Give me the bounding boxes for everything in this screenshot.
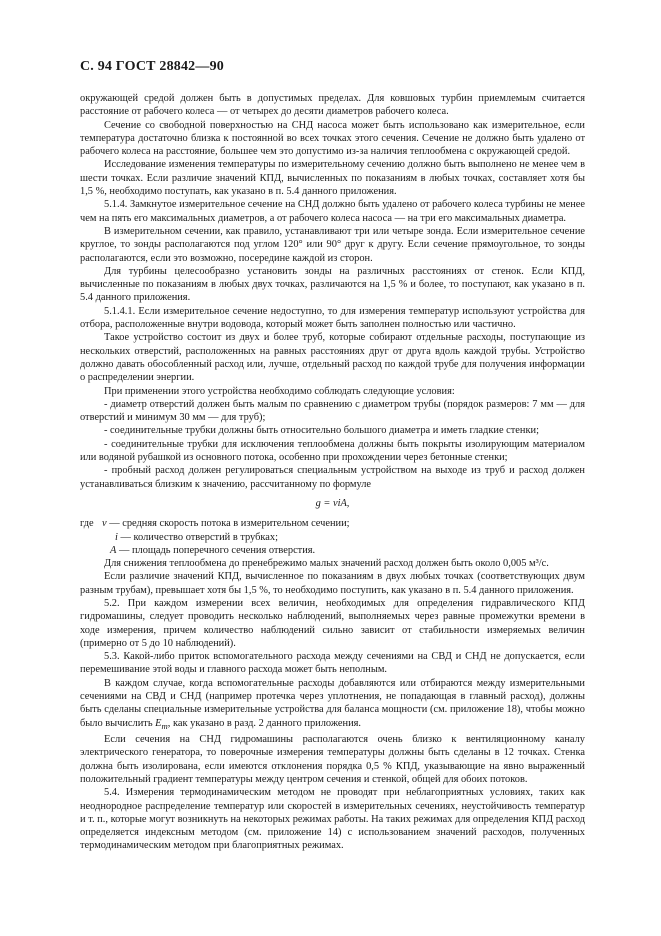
paragraph: Для турбины целесообразно установить зонды на различных расстояниях от стенок. Если КПД, вычисленные по показаниям в любых двух точках, различаются на 1,5 % и более, то поступают, как указано в п. 5.4 данного приложения.: [80, 265, 585, 304]
formula: g = viA,: [315, 497, 350, 509]
paragraph: В измерительном сечении, как правило, устанавливают три или четыре зонда. Если измерительное сечение круглое, то зонды располагаются под углом 120° или 90° друг к другу. Если сечение прямоугольное, то зонды располагаются, если это возможно, посередине каждой из сторон.: [80, 225, 585, 264]
where-text: — площадь поперечного сечения отверстия.: [118, 544, 316, 556]
paragraph: Такое устройство состоит из двух и более труб, которые собирают отдельные расходы, поступающие из нескольких отверстий, расположенных на равных расстояниях друг от друга вдоль каждой трубы. Устройство должно давать обособленный расход или, лучше, отдельный расход по каждой трубе для получения информации о распределении энергии.: [80, 332, 585, 384]
paragraph: При применении этого устройства необходимо соблюдать следующие условия:: [104, 385, 455, 397]
where-symbol: i: [115, 531, 118, 543]
paragraph: 5.3. Какой-либо приток вспомогательного расхода между сечениями на СВД и СНД не допускается, если перемешивание этой воды и главного расхода может быть неполным.: [80, 651, 585, 676]
where-line: [80, 544, 585, 557]
em-symbol: E: [155, 717, 162, 729]
paragraph: 5.1.4.1. Если измерительное сечение недоступно, то для измерения температур используют устройства для отбора, расположенные внутри водовода, который может быть заполнен полностью или частично.: [80, 305, 585, 331]
list-item: - диаметр отверстий должен быть малым по сравнению с диаметром трубы (порядок размеров: 7 мм — для отверстий и минимум 30 мм — для труб);: [80, 398, 585, 424]
where-line: [80, 517, 585, 530]
paragraph-tail: , как указано в разд. 2 данного приложения.: [167, 717, 362, 729]
paragraph: Исследование изменения температуры по измерительному сечению должно быть выполнено не менее чем в шести точках. Если различие значений КПД, вычисленных по показаниям в любых точках, составляет хотя бы 1,5 %, необходимо поступать, как указано в п. 5.4 данного приложения.: [80, 159, 585, 198]
paragraph: Если различие значений КПД, вычисленное по показаниям в двух любых точках (соответствующих двум разным трубам), превышает хотя бы 1,5 %, то необходимо поступить, как указано в п. 5.4 данного приложения.: [80, 571, 585, 596]
paragraph: 5.1.4. Замкнутое измерительное сечение на СНД должно быть удалено от рабочего колеса турбины не менее чем на пять его максимальных диаметров, а от рабочего колеса насоса — на три его максимальных диаметра.: [80, 199, 585, 224]
paragraph: Сечение со свободной поверхностью на СНД насоса может быть использовано как измерительное, если температура достаточно близка к постоянной во всех точках этого сечения. Сечение не должно быть удалено от рабочего колеса на расстояние, большее чем это допустимо из-за наличия теплообмена с окружающей средой.: [80, 119, 585, 158]
paragraph: 5.2. При каждом измерении всех величин, необходимых для определения гидравлического КПД гидромашины, следует проводить несколько наблюдений, выполняемых через равные промежутки времени в ходе измерения, причем количество наблюдений сильно зависит от стабильности измеряемых величин (примерно от 5 до 10 наблюдений).: [80, 597, 585, 649]
where-symbol: v: [102, 518, 107, 530]
page-header: С. 94 ГОСТ 28842—90: [80, 59, 224, 74]
where-text: — средняя скорость потока в измерительном сечении;: [109, 518, 350, 530]
document-body: [80, 92, 585, 853]
list-item: - соединительные трубки для исключения теплообмена должны быть покрыты изолирующим материалом или водяной рубашкой из основного потока, особенно при прохождении через бетонные стенки;: [80, 438, 585, 464]
paragraph-text: В каждом случае, когда вспомогательные расходы добавляются или отбираются между измерительными сечениями на СВД и СНД (например протечка через уплотнения, не попадающая в главный расход), должны быть сделаны специальные измерительные устройства для баланса мощности (см. приложение 18), чтобы можно было вычислить: [80, 677, 585, 729]
paragraph: Если сечения на СНД гидромашины располагаются очень близко к вентиляционному каналу электрического генератора, то поверочные измерения температуры должны быть сделаны в 12 точках. Стенка должна быть изолирована, если имеются отклонения порядка 0,5 % КПД, указывающие на явно выраженный положительный градиент температуры между центром сечения и стенкой, общей для обоих потоков.: [80, 734, 585, 785]
em-subscript: m: [161, 720, 168, 731]
paragraph: Для снижения теплообмена до пренебрежимо малых значений расход должен быть около 0,005 м³/с.: [104, 558, 549, 570]
paragraph: [80, 677, 585, 733]
where-lead: где: [80, 518, 94, 530]
where-symbol: A: [110, 544, 117, 556]
where-text: — количество отверстий в трубках;: [120, 531, 278, 543]
list-item: - соединительные трубки должны быть относительно большого диаметра и иметь гладкие стенки;: [104, 425, 539, 437]
paragraph: 5.4. Измерения термодинамическим методом не проводят при неблагоприятных условиях, таких как неоднородное распределение температур или скоростей в измерительных сечениях, неустойчивость температур и т. п., которые могут возникнуть на некоторых режимах работы. На таких режимах для определения КПД расход определяется индексным методом (см. приложение 14) с использованием значений расходов, полученных термодинамическим методом при благоприятных режимах.: [80, 787, 585, 852]
list-item: - пробный расход должен регулироваться специальным устройством на выходе из труб и расход должен устанавливаться близким к значению, рассчитанному по формуле: [80, 465, 585, 490]
paragraph: окружающей средой должен быть в допустимых пределах. Для ковшовых турбин приемлемым считается расстояние от рабочего колеса — от четырех до десяти диаметров рабочего колеса.: [80, 93, 585, 118]
where-line: [80, 531, 585, 544]
